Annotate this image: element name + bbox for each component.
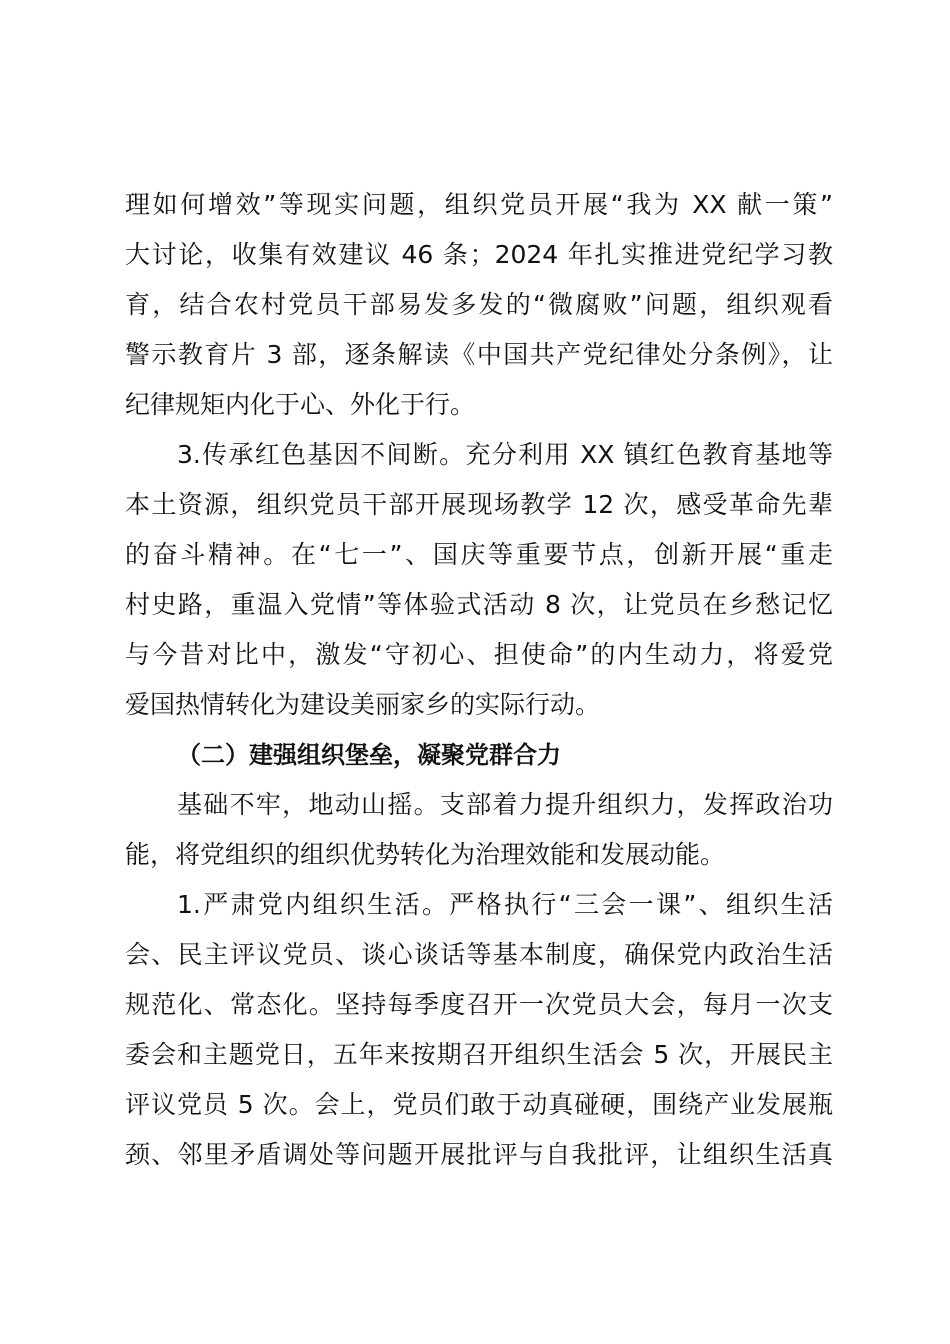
paragraph-line: 与今昔对比中，激发“守初心、担使命”的内生动力，将爱党	[125, 640, 833, 669]
paragraph-line: 警示教育片 3 部，逐条解读《中国共产党纪律处分条例》，让	[125, 340, 833, 369]
paragraph-line: 会、民主评议党员、谈心谈话等基本制度，确保党内政治生活	[125, 940, 833, 969]
paragraph-line: 育，结合农村党员干部易发多发的“微腐败”问题，组织观看	[125, 290, 833, 319]
paragraph-line: 能，将党组织的组织优势转化为治理效能和发展动能。	[125, 840, 726, 869]
paragraph-line: 本土资源，组织党员干部开展现场教学 12 次，感受革命先辈	[125, 490, 833, 519]
paragraph-line: 规范化、常态化。坚持每季度召开一次党员大会，每月一次支	[125, 990, 833, 1019]
paragraph-line: 大讨论，收集有效建议 46 条；2024 年扎实推进党纪学习教	[125, 240, 833, 269]
document-page	[125, 180, 833, 1180]
paragraph-line: 爱国热情转化为建设美丽家乡的实际行动。	[125, 690, 601, 719]
paragraph-line: 理如何增效”等现实问题，组织党员开展“我为 XX 献一策”	[125, 190, 833, 219]
paragraph-line: 1.严肃党内组织生活。严格执行“三会一课”、组织生活	[177, 890, 833, 919]
paragraph-line: 颈、邻里矛盾调处等问题开展批评与自我批评，让组织生活真	[125, 1140, 833, 1169]
paragraph-line: 委会和主题党日，五年来按期召开组织生活会 5 次，开展民主	[125, 1040, 833, 1069]
section-heading: （二）建强组织堡垒，凝聚党群合力	[177, 741, 561, 769]
paragraph-line: 的奋斗精神。在“七一”、国庆等重要节点，创新开展“重走	[125, 540, 833, 569]
paragraph-line: 3.传承红色基因不间断。充分利用 XX 镇红色教育基地等	[177, 440, 833, 469]
paragraph-line: 纪律规矩内化于心、外化于行。	[125, 390, 476, 419]
paragraph-line: 基础不牢，地动山摇。支部着力提升组织力，发挥政治功	[177, 790, 833, 819]
paragraph-line: 评议党员 5 次。会上，党员们敢于动真碰硬，围绕产业发展瓶	[125, 1090, 833, 1119]
paragraph-line: 村史路，重温入党情”等体验式活动 8 次，让党员在乡愁记忆	[125, 590, 833, 619]
